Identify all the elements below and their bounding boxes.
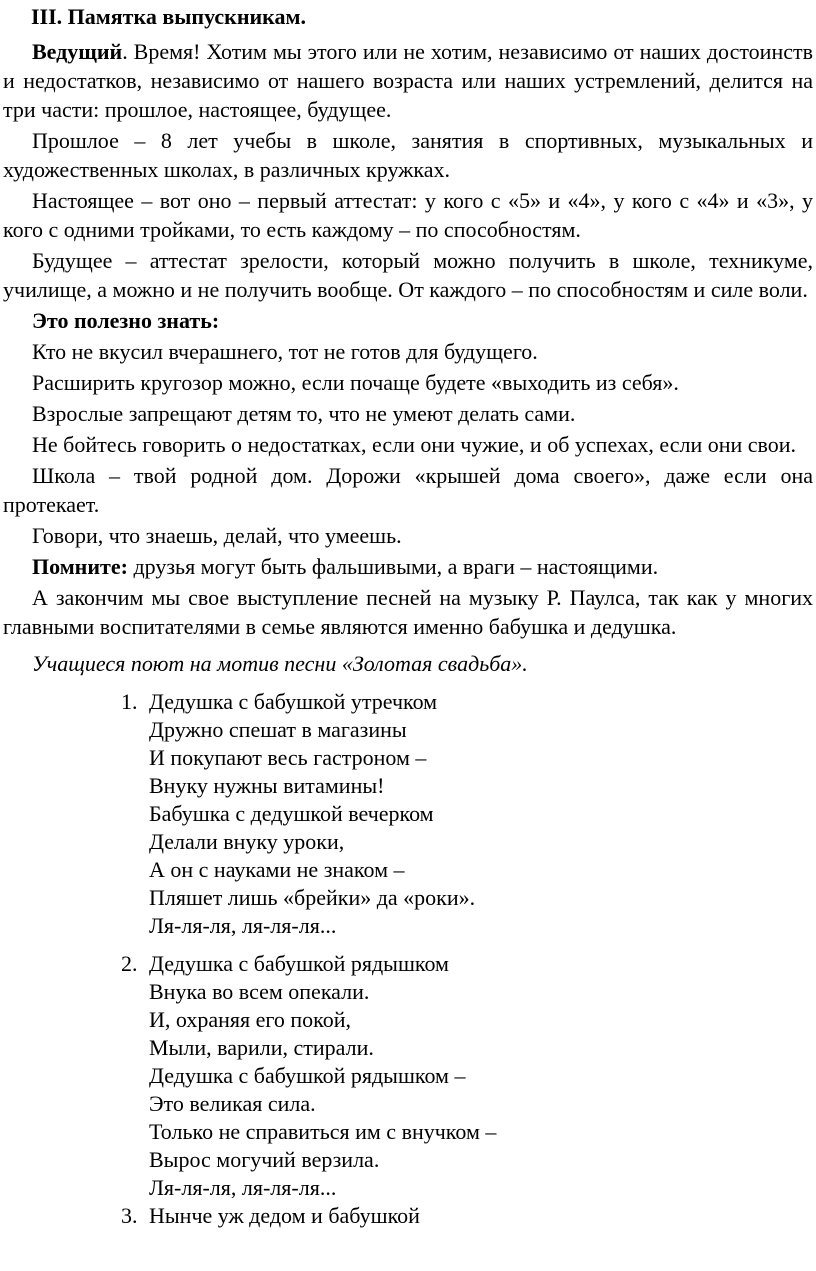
verse-line: А он с науками не знаком –: [149, 857, 405, 882]
paragraph-past: Прошлое – 8 лет учебы в школе, занятия в спортивных, музыкальных и художественных школах, в различных кружках.: [3, 128, 813, 182]
verse-line: Дедушка с бабушкой утречком: [149, 689, 438, 714]
verse-line: Это великая сила.: [149, 1091, 316, 1116]
closing-paragraph: А закончим мы свое выступление песней на музыку Р. Паулса, так как у многих главными воспитателями в семье являются именно бабушка и дедушка.: [3, 585, 813, 639]
section-title: III. Памятка выпускникам.: [31, 4, 307, 29]
stage-direction: Учащиеся поют на мотив песни «Золотая свадьба».: [32, 651, 528, 676]
useful-item: Школа – твой родной дом. Дорожи «крышей дома своего», даже если она протекает.: [3, 463, 813, 517]
stanza-lines: [149, 1202, 420, 1230]
verse-line: Делали внуку уроки,: [149, 829, 345, 854]
verse-line: Дедушка с бабушкой рядышком: [149, 951, 449, 976]
useful-item: Кто не вкусил вчерашнего, тот не готов для будущего.: [32, 339, 538, 364]
stanza-3: [121, 1202, 813, 1230]
song-verses: [121, 688, 813, 1230]
intro-paragraph: [3, 37, 813, 124]
verse-line: Ля-ля-ля, ля-ля-ля...: [149, 913, 337, 938]
verse-line: Вырос могучий верзила.: [149, 1147, 380, 1172]
useful-item: Расширить кругозор можно, если почаще будете «выходить из себя».: [32, 370, 679, 395]
stanza-number: 3.: [121, 1203, 138, 1228]
verse-line: Бабушка с дедушкой вечерком: [149, 801, 434, 826]
stanza-2: [121, 950, 813, 1202]
verse-line: И покупают весь гастроном –: [149, 745, 427, 770]
useful-item: Говори, что знаешь, делай, что умеешь.: [32, 523, 402, 548]
stanza-lines: [149, 950, 496, 1202]
paragraph-present: Настоящее – вот оно – первый аттестат: у кого с «5» и «4», у кого с «4» и «3», у кого с одними тройками, то есть каждому – по способностям.: [3, 188, 813, 242]
stanza-1: [121, 688, 813, 940]
remember-paragraph: [3, 552, 813, 581]
verse-line: Ля-ля-ля, ля-ля-ля...: [149, 1175, 337, 1200]
verse-line: Дедушка с бабушкой рядышком –: [149, 1063, 466, 1088]
stanza-number: 1.: [121, 689, 138, 714]
remember-text: друзья могут быть фальшивыми, а враги – настоящими.: [127, 554, 659, 579]
verse-line: Внука во всем опекали.: [149, 979, 370, 1004]
verse-line: Только не справиться им с внучком –: [149, 1119, 497, 1144]
useful-item: Взрослые запрещают детям то, что не умеют делать сами.: [32, 401, 576, 426]
verse-line: И, охраняя его покой,: [149, 1007, 351, 1032]
intro-text: . Время! Хотим мы этого или не хотим, независимо от наших достоинств и недостатков, независимо от нашего возраста или наших устремлений, делится на три части: прошлое, настоящее, будущее.: [3, 39, 813, 122]
remember-label: Помните:: [32, 554, 128, 579]
useful-item: Не бойтесь говорить о недостатках, если они чужие, и об успехах, если они свои.: [32, 432, 797, 457]
stanza-number: 2.: [121, 951, 138, 976]
verse-line: Мыли, варили, стирали.: [149, 1035, 374, 1060]
verse-line: Внуку нужны витамины!: [149, 773, 385, 798]
verse-line: Нынче уж дедом и бабушкой: [149, 1203, 420, 1228]
paragraph-future: Будущее – аттестат зрелости, который можно получить в школе, техникуме, училище, а можно и не получить вообще. От каждого – по способностям и силе воли.: [3, 248, 813, 302]
useful-heading: Это полезно знать:: [32, 308, 220, 333]
stanza-lines: [149, 688, 475, 940]
verse-line: Пляшет лишь «брейки» да «роки».: [149, 885, 476, 910]
verse-line: Дружно спешат в магазины: [149, 717, 407, 742]
speaker-label: Ведущий: [32, 39, 123, 64]
